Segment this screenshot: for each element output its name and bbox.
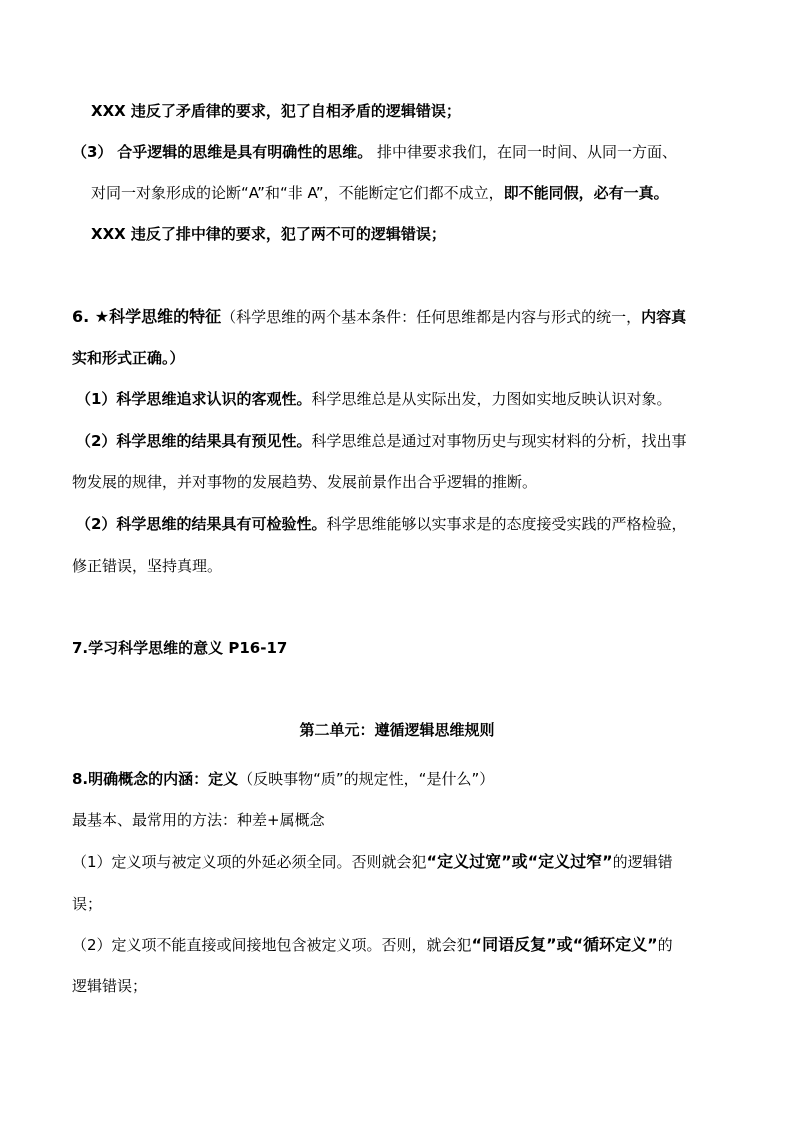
- excluded-middle-error-line: XXX 违反了排中律的要求，犯了两不可的逻辑错误；: [91, 225, 446, 243]
- section-6-item-1-heading: （1）科学思维追求认识的客观性。: [76, 390, 312, 408]
- section-6-item-2: [76, 431, 686, 451]
- section-8-rule-1-errors: “定义过宽”或“定义过窄”: [426, 852, 613, 871]
- section-6-note: （科学思维的两个基本条件：任何思维都是内容与形式的统一，: [221, 308, 642, 326]
- section-8-rule-2-errors: “同语反复”或“循环定义”: [471, 935, 658, 954]
- item-3-heading: 合乎逻辑的思维是具有明确性的思维。: [117, 143, 373, 161]
- section-6-item-3: [76, 514, 686, 534]
- contradiction-error-line: XXX 违反了矛盾律的要求，犯了自相矛盾的逻辑错误；: [91, 102, 461, 120]
- section-8-title: 8.明确概念的内涵：定义: [72, 770, 239, 788]
- section-8-note: （反映事物“质”的规定性，“是什么”）: [238, 770, 495, 788]
- section-8-heading-line: [72, 769, 494, 789]
- item-3-line: [72, 142, 677, 162]
- section-6-item-2-heading: （2）科学思维的结果具有预见性。: [76, 432, 312, 450]
- section-8-rule-2-tail: 的: [657, 936, 673, 954]
- section-6-heading-continuation: 实和形式正确。）: [72, 349, 185, 367]
- item-3-conclusion: 即不能同假，必有一真。: [503, 184, 669, 202]
- section-8-rule-2: [72, 935, 673, 955]
- section-8-rule-1: [72, 852, 673, 872]
- section-6-item-3-continuation: 修正错误，坚持真理。: [72, 557, 223, 575]
- section-7-title: 7.学习科学思维的意义 P16-17: [72, 639, 288, 657]
- section-6-item-3-text: 科学思维能够以实事求是的态度接受实践的严格检验，: [326, 515, 687, 533]
- item-3-continuation: [91, 183, 669, 203]
- section-8-rule-1-continuation: 误；: [72, 895, 103, 913]
- section-6-heading-line: [72, 307, 686, 327]
- section-6-title: 6. ★科学思维的特征: [72, 307, 222, 326]
- section-6-item-1-text: 科学思维总是从实际出发，力图如实地反映认识对象。: [311, 390, 672, 408]
- section-8-rule-1-tail: 的逻辑错: [612, 853, 673, 871]
- section-6-item-1: [76, 389, 671, 409]
- item-3-text: 排中律要求我们，在同一时间、从同一方面、: [377, 143, 678, 161]
- section-8-rule-2-continuation: 逻辑错误；: [72, 977, 148, 995]
- item-3-continuation-text: 对同一对象形成的论断“A”和“非 A”，不能断定它们都不成立，: [91, 184, 504, 202]
- section-6-item-2-continuation: 物发展的规律，并对事物的发展趋势、发展前景作出合乎逻辑的推断。: [72, 473, 538, 491]
- section-8-method: 最基本、最常用的方法：种差+属概念: [72, 811, 325, 829]
- section-8-rule-1-text: （1）定义项与被定义项的外延必须全同。否则就会犯: [72, 853, 427, 871]
- section-6-note-bold: 内容真: [641, 308, 687, 326]
- section-8-rule-2-text: （2）定义项不能直接或间接地包含被定义项。否则，就会犯: [72, 936, 472, 954]
- section-6-item-3-heading: （2）科学思维的结果具有可检验性。: [76, 515, 327, 533]
- unit-2-title: 第二单元：遵循逻辑思维规则: [299, 721, 495, 739]
- section-6-item-2-text: 科学思维总是通过对事物历史与现实材料的分析，找出事: [311, 432, 687, 450]
- item-3-number: （3）: [72, 143, 113, 161]
